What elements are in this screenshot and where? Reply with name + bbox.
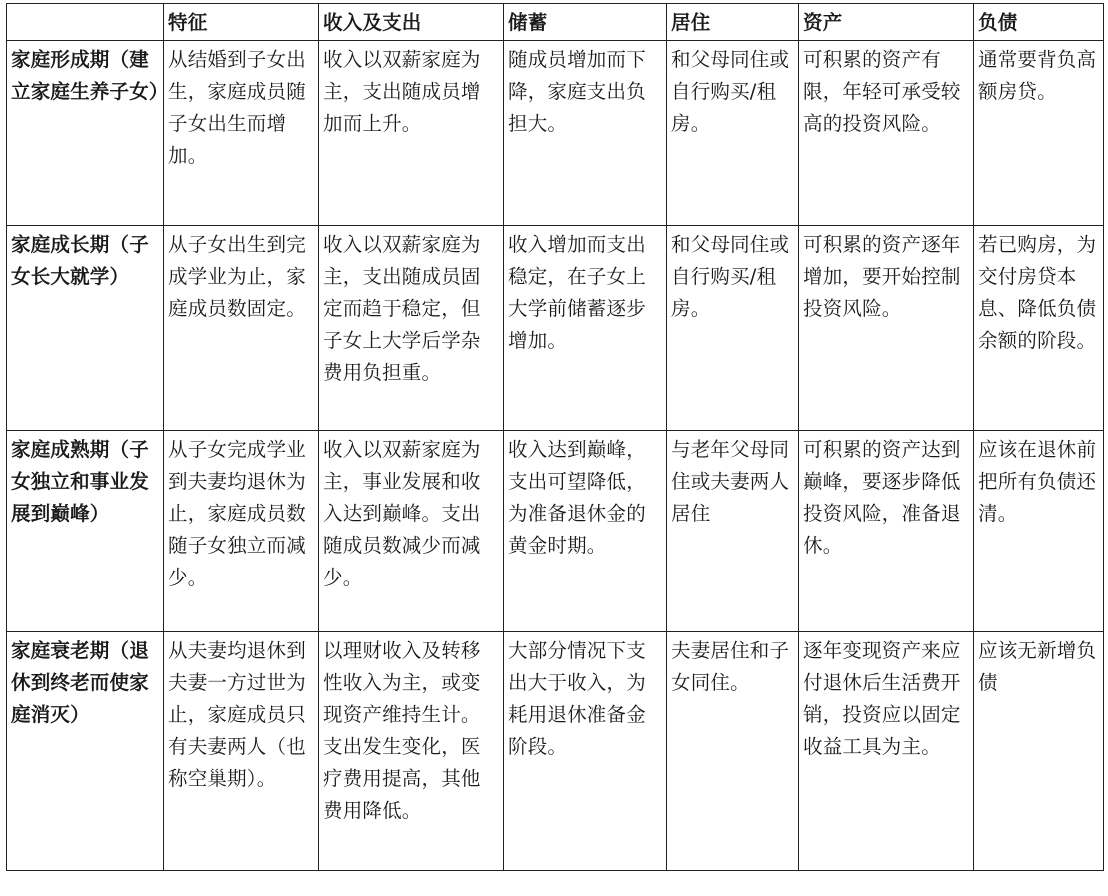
income-cell: 收入以双薪家庭为主，支出随成员固定而趋于稳定，但子女上大学后学杂费用负担重。 <box>319 226 504 431</box>
family-lifecycle-table <box>6 3 1104 871</box>
savings-cell: 收入达到巅峰，支出可望降低，为准备退休金的黄金时期。 <box>504 431 667 632</box>
savings-cell: 随成员增加而下降，家庭支出负担大。 <box>504 41 667 226</box>
debt-cell: 应该在退休前把所有负债还清。 <box>974 431 1104 632</box>
savings-cell: 收入增加而支出稳定，在子女上大学前储蓄逐步增加。 <box>504 226 667 431</box>
assets-cell: 可积累的资产达到巅峰，要逐步降低投资风险，准备退休。 <box>799 431 974 632</box>
feature-cell: 从结婚到子女出生，家庭成员随子女出生而增加。 <box>164 41 319 226</box>
feature-cell: 从子女出生到完成学业为止，家庭成员数固定。 <box>164 226 319 431</box>
housing-cell: 与老年父母同住或夫妻两人居住 <box>667 431 799 632</box>
debt-cell: 通常要背负高额房贷。 <box>974 41 1104 226</box>
header-assets: 资产 <box>799 4 974 41</box>
housing-cell: 夫妻居住和子女同住。 <box>667 632 799 871</box>
table-row <box>7 226 1104 431</box>
header-debt: 负债 <box>974 4 1104 41</box>
lifecycle-table-container <box>6 3 1104 871</box>
savings-cell: 大部分情况下支出大于收入，为耗用退休准备金阶段。 <box>504 632 667 871</box>
stage-cell: 家庭成长期（子女长大就学） <box>7 226 164 431</box>
debt-cell: 若已购房，为交付房贷本息、降低负债余额的阶段。 <box>974 226 1104 431</box>
header-savings: 储蓄 <box>504 4 667 41</box>
stage-cell: 家庭成熟期（子女独立和事业发展到巅峰） <box>7 431 164 632</box>
header-feature: 特征 <box>164 4 319 41</box>
housing-cell: 和父母同住或自行购买/租房。 <box>667 41 799 226</box>
header-row <box>7 4 1104 41</box>
income-cell: 收入以双薪家庭为主，支出随成员增加而上升。 <box>319 41 504 226</box>
feature-cell: 从子女完成学业到夫妻均退休为止，家庭成员数随子女独立而减少。 <box>164 431 319 632</box>
income-cell: 收入以双薪家庭为主，事业发展和收入达到巅峰。支出随成员数减少而减少。 <box>319 431 504 632</box>
table-row <box>7 41 1104 226</box>
assets-cell: 逐年变现资产来应付退休后生活费开销，投资应以固定收益工具为主。 <box>799 632 974 871</box>
table-row <box>7 431 1104 632</box>
assets-cell: 可积累的资产逐年增加，要开始控制投资风险。 <box>799 226 974 431</box>
header-stage <box>7 4 164 41</box>
stage-cell: 家庭衰老期（退休到终老而使家庭消灭） <box>7 632 164 871</box>
stage-cell: 家庭形成期（建立家庭生养子女） <box>7 41 164 226</box>
assets-cell: 可积累的资产有限，年轻可承受较高的投资风险。 <box>799 41 974 226</box>
housing-cell: 和父母同住或自行购买/租房。 <box>667 226 799 431</box>
header-housing: 居住 <box>667 4 799 41</box>
table-row <box>7 632 1104 871</box>
feature-cell: 从夫妻均退休到夫妻一方过世为止，家庭成员只有夫妻两人（也称空巢期）。 <box>164 632 319 871</box>
debt-cell: 应该无新增负债 <box>974 632 1104 871</box>
header-income: 收入及支出 <box>319 4 504 41</box>
income-cell: 以理财收入及转移性收入为主，或变现资产维持生计。支出发生变化，医疗费用提高，其他费用降低。 <box>319 632 504 871</box>
